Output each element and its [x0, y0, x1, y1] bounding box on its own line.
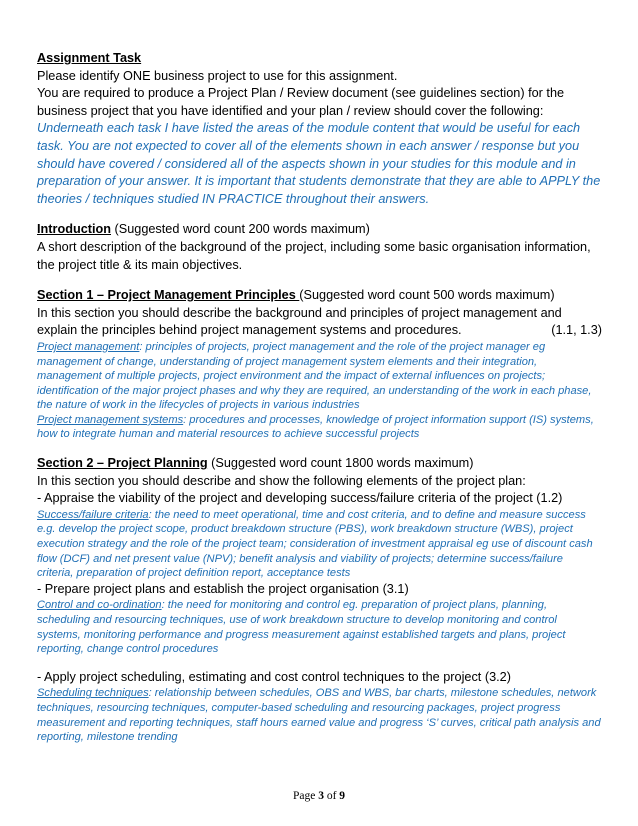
section2-task2: - Prepare project plans and establish the project organisation (3.1) — [37, 581, 409, 596]
assignment-line2: You are required to produce a Project Plan / Review document (see guidelines section) for the business project that you have identified and your plan / review should cover the following: — [37, 86, 565, 118]
document-page — [37, 50, 602, 745]
assignment-heading — [37, 50, 602, 68]
section1-note1 — [37, 340, 602, 413]
section2-note3-text: : relationship between schedules, OBS and WBS, bar charts, milestone schedules, network techniques, resourcing techniques, computer-based scheduling and resourcing packages, project progress measurement and reporting techniques, staff hours earned value and progress ‘S’ curves, critical path analysis and reporting, milestone trending — [37, 687, 601, 744]
section1-note1-text: : principles of projects, project management and the role of the project manager eg management of change, understanding of project management system elements and their integration, management of multiple projects, project environment and the impact of external influences on projects; identification of the major project phases and why they are required, an understanding of the work in each phase, the nature of work in the lifecycles of projects in various industries — [37, 340, 592, 412]
assignment-title: Assignment Task — [37, 51, 142, 65]
section1-heading — [37, 287, 602, 305]
page-label: Page — [292, 790, 319, 802]
introduction-heading — [37, 221, 602, 239]
page-total: 9 — [339, 790, 346, 802]
section2-note2 — [37, 598, 602, 656]
section1-body-text: In this section you should describe the background and principles of project management and explain the principles behind project management systems and procedures. — [37, 305, 562, 338]
section1-note2-text: : procedures and processes, knowledge of project information support (IS) systems, how to integrate human and material resources to achieve successful projects — [37, 413, 594, 441]
section2-note2-label: Control and co-ordination — [37, 599, 162, 612]
section1-note1-label: Project management — [37, 340, 140, 353]
section1-note2 — [37, 413, 602, 442]
page-of: of — [323, 790, 340, 802]
section1-body — [37, 305, 602, 340]
section1-ref: (1.1, 1.3) — [551, 323, 602, 338]
introduction-title: Introduction — [37, 222, 111, 237]
section2-note3-label: Scheduling techniques — [37, 687, 149, 700]
section2-word-count: (Suggested word count 1800 words maximum) — [207, 456, 474, 471]
assignment-line1: Please identify ONE business project to use for this assignment. — [37, 68, 398, 83]
section2-note1-label: Success/failure criteria — [37, 508, 149, 521]
page-current: 3 — [318, 790, 324, 802]
section2-task1: - Appraise the viability of the project and developing success/failure criteria of the project (1.2) — [37, 491, 563, 506]
assignment-note: Underneath each task I have listed the areas of the module content that would be useful for each task. You are not expected to cover all of the elements shown in each answer / response but you should have covered / considered all of the aspects shown in your studies for this module and in preparation of your answer. It is important that students demonstrate that they are able to APPLY the theories / techniques studied IN PRACTICE throughout their answers. — [37, 121, 601, 206]
section1-title: Section 1 – Project Management Principles — [37, 288, 300, 303]
section1-note2-label: Project management systems — [37, 413, 184, 426]
section2-title: Section 2 – Project Planning — [37, 456, 208, 471]
section2-intro: In this section you should describe and show the following elements of the project plan: — [37, 473, 526, 488]
section1-word-count: (Suggested word count 500 words maximum) — [299, 288, 555, 303]
section2-note1-text: : the need to meet operational, time and cost criteria, and to define and measure success e.g. develop the project scope, product breakdown structure (PBS), work breakdown structure (WBS), project execution strategy and the role of the project team; consideration of investment appraisal eg use of discount cash flow (DCF) and net present value (NPV); benefit analysis and viability of projects; determine success/failure criteria, preparation of project definition report, acceptance tests — [37, 508, 593, 580]
introduction-word-count: (Suggested word count 200 words maximum) — [111, 222, 370, 237]
introduction-body: A short description of the background of the project, including some basic organisation information, the project title & its main objectives. — [37, 239, 591, 272]
section2-heading — [37, 455, 602, 473]
section2-task3: - Apply project scheduling, estimating and cost control techniques to the project (3.2) — [37, 669, 511, 684]
section2-note1 — [37, 508, 602, 581]
page-footer — [0, 790, 638, 802]
section2-note3 — [37, 686, 602, 744]
section2-note2-text: : the need for monitoring and control eg. preparation of project plans, planning, scheduling and resourcing techniques, use of work breakdown structure to develop monitoring and control systems, monitoring performance and progress measurement against established targets and plans, project reporting, change control procedures — [37, 599, 566, 656]
